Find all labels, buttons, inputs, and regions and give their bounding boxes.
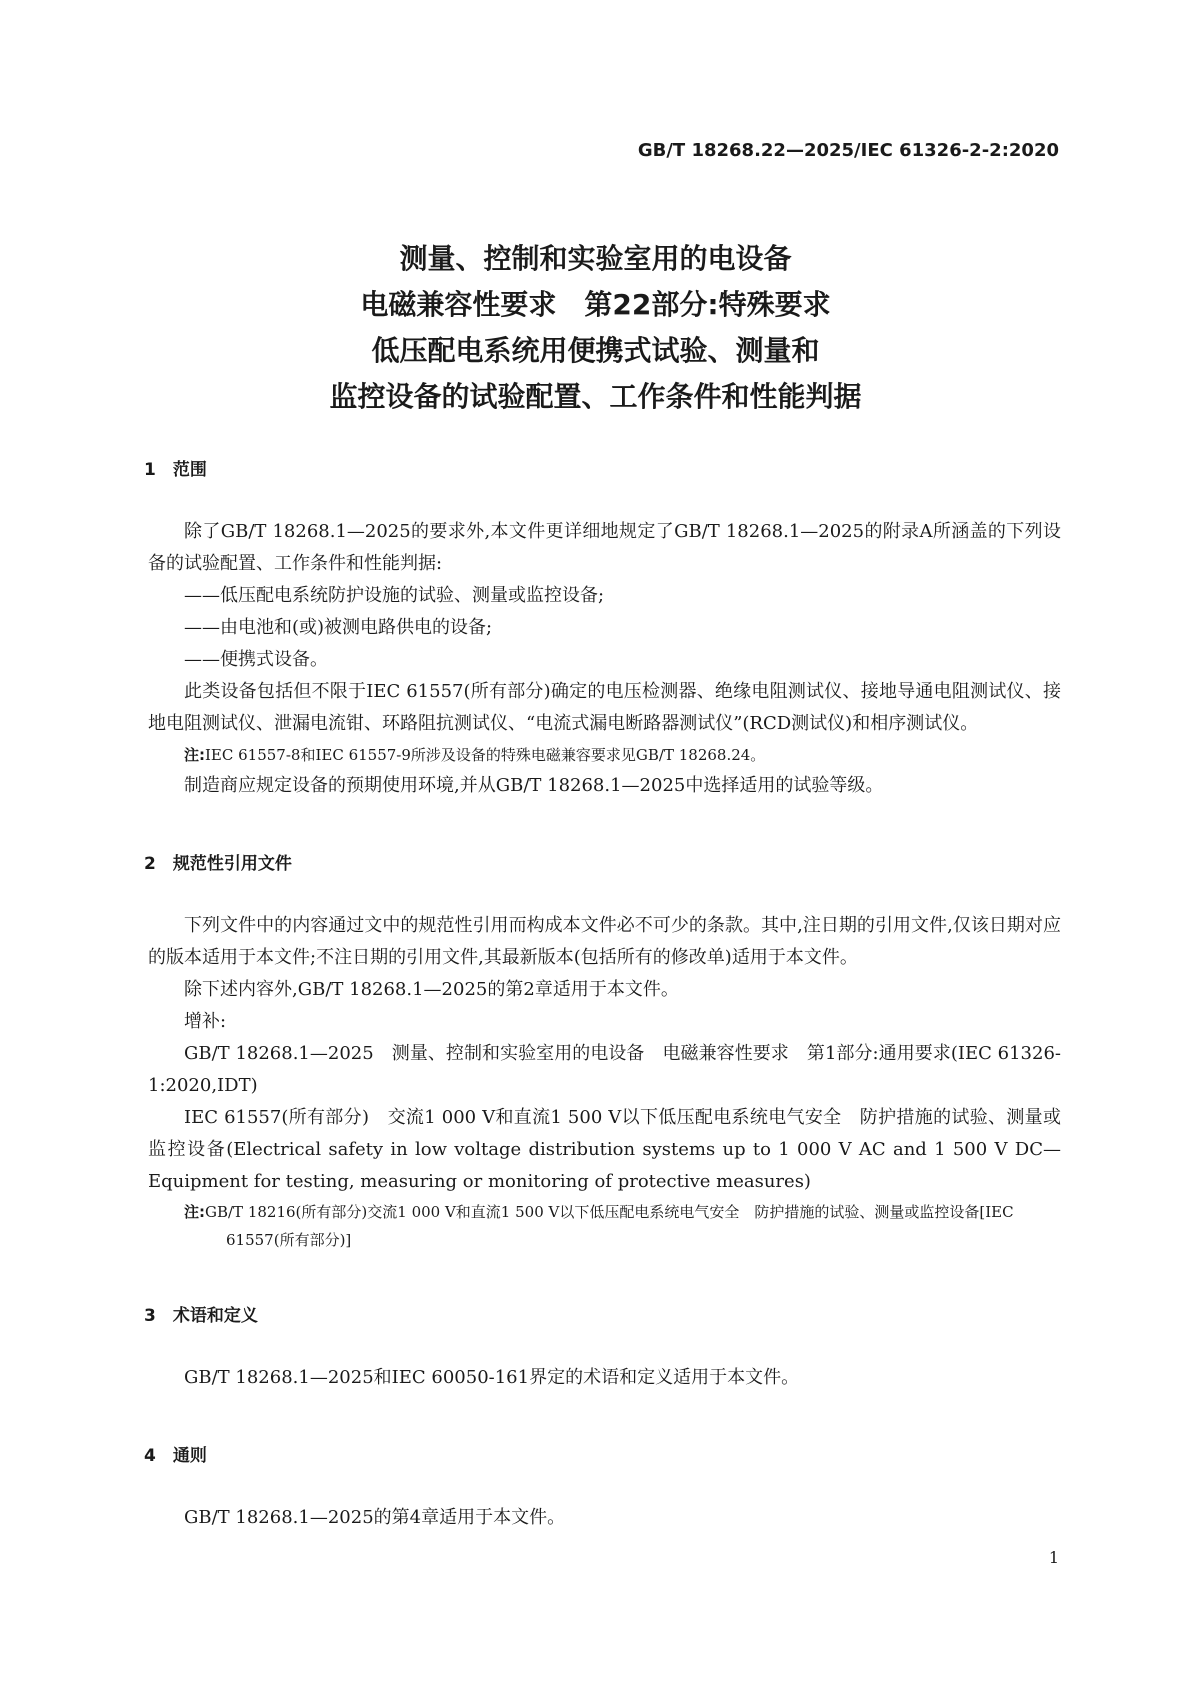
document-body (144, 456, 1061, 1534)
page-number: 1 (1048, 1548, 1059, 1567)
note-label: 注: (184, 1203, 205, 1221)
reference-item: IEC 61557(所有部分) 交流1 000 V和直流1 500 V以下低压配电系统电气安全 防护措施的试验、测量或监控设备(Electrical safety in low voltage distribution systems up to 1 000 V AC and 1 500 V DC—Equipment for testing, measuring or monitoring of protective measures) (148, 1107, 1061, 1192)
paragraph: 下列文件中的内容通过文中的规范性引用而构成本文件必不可少的条款。其中,注日期的引用文件,仅该日期对应的版本适用于本文件;不注日期的引用文件,其最新版本(包括所有的修改单)适用于本文件。 (148, 915, 1061, 968)
note (148, 1198, 1061, 1254)
paragraph: GB/T 18268.1—2025的第4章适用于本文件。 (184, 1507, 566, 1528)
list-item: ——由电池和(或)被测电路供电的设备; (184, 617, 493, 638)
title-line-1: 测量、控制和实验室用的电设备 (399, 242, 792, 275)
paragraph: 除了GB/T 18268.1—2025的要求外,本文件更详细地规定了GB/T 18268.1—2025的附录A所涵盖的下列设备的试验配置、工作条件和性能判据: (148, 521, 1061, 574)
note-label: 注: (184, 746, 205, 764)
list-item: ——便携式设备。 (184, 649, 328, 670)
title-line-4: 监控设备的试验配置、工作条件和性能判据 (329, 380, 862, 413)
section-heading-general: 4 通则 (144, 1446, 207, 1466)
paragraph: 除下述内容外,GB/T 18268.1—2025的第2章适用于本文件。 (184, 979, 679, 1000)
title-line-3: 低压配电系统用便携式试验、测量和 (371, 334, 820, 367)
note-text: GB/T 18216(所有部分)交流1 000 V和直流1 500 V以下低压配电系统电气安全 防护措施的试验、测量或监控设备[IEC 61557(所有部分)] (205, 1203, 1014, 1249)
paragraph: 制造商应规定设备的预期使用环境,并从GB/T 18268.1—2025中选择适用的试验等级。 (184, 775, 884, 796)
section-heading-normative-references: 2 规范性引用文件 (144, 854, 292, 874)
note (148, 740, 1061, 770)
paragraph: 增补: (184, 1011, 227, 1032)
note-text: IEC 61557-8和IEC 61557-9所涉及设备的特殊电磁兼容要求见GB/T 18268.24。 (205, 746, 766, 764)
paragraph: 此类设备包括但不限于IEC 61557(所有部分)确定的电压检测器、绝缘电阻测试仪、接地导通电阻测试仪、接地电阻测试仪、泄漏电流钳、环路阻抗测试仪、“电流式漏电断路器测试仪”(RCD测试仪)和相序测试仪。 (148, 681, 1061, 734)
document-title (0, 236, 1191, 420)
title-line-2: 电磁兼容性要求 第22部分:特殊要求 (360, 288, 831, 321)
standard-number-header: GB/T 18268.22—2025/IEC 61326-2-2:2020 (637, 140, 1059, 161)
list-item: ——低压配电系统防护设施的试验、测量或监控设备; (184, 585, 605, 606)
paragraph: GB/T 18268.1—2025和IEC 60050-161界定的术语和定义适用于本文件。 (184, 1367, 800, 1388)
section-heading-scope: 1 范围 (144, 460, 207, 480)
section-heading-terms: 3 术语和定义 (144, 1306, 258, 1326)
reference-item: GB/T 18268.1—2025 测量、控制和实验室用的电设备 电磁兼容性要求 第1部分:通用要求(IEC 61326-1:2020,IDT) (148, 1043, 1061, 1096)
